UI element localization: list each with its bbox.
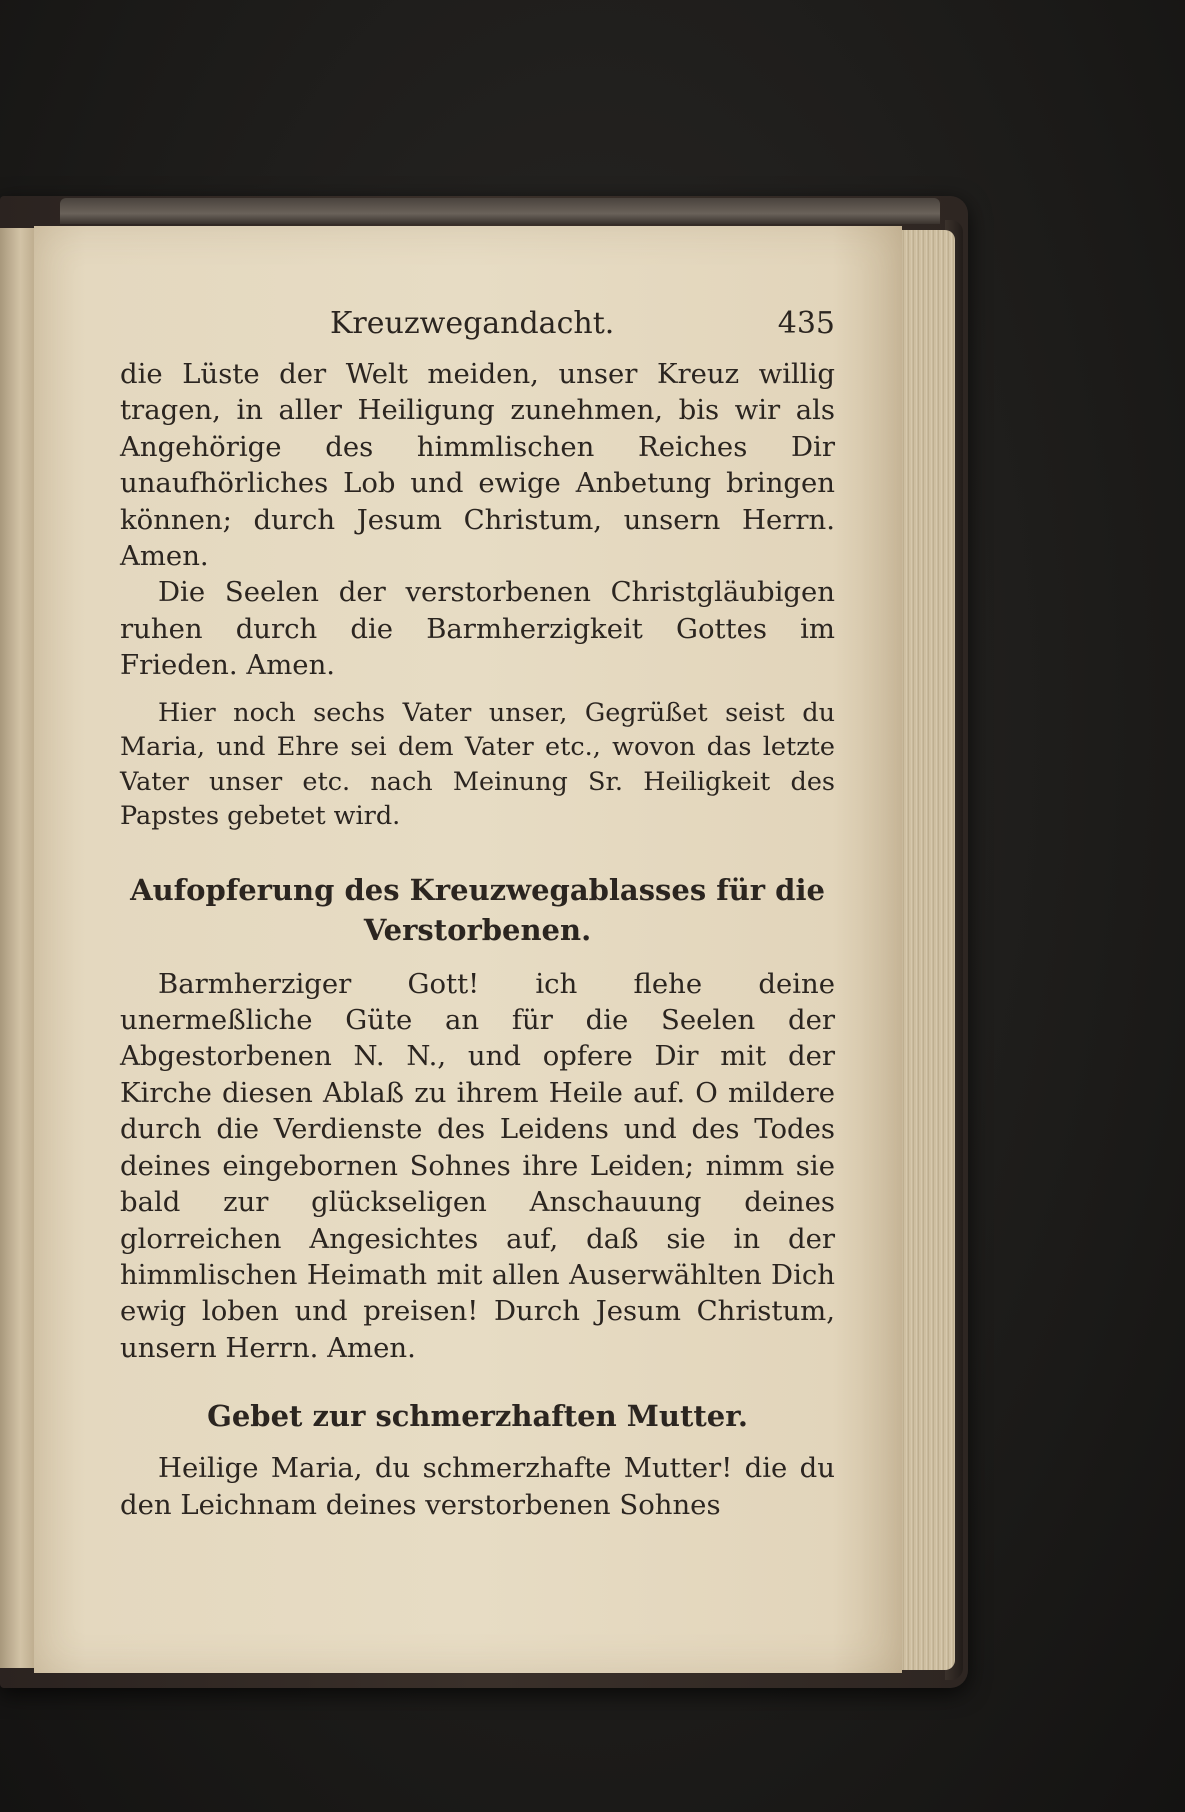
running-head: Kreuzwegandacht. — [330, 306, 615, 341]
paragraph-1: die Lüste der Welt meiden, unser Kreuz willig tragen, in aller Heiligung zunehmen, bis wir als Angehörige des himmlischen Reiches Dir unaufhörliches Lob und ewige Anbetung bringen können; durch Jesum Christum, unsern Herrn. Amen. — [120, 358, 835, 573]
rubric-note: Hier noch sechs Vater unser, Gegrüßet seist du Maria, und Ehre sei dem Vater etc., wovon das letzte Vater unser etc. nach Meinung Sr. Heiligkeit des Papstes gebetet wird. — [120, 697, 835, 832]
paragraph-2: Die Seelen der verstorbenen Christgläubigen ruhen durch die Barmherzigkeit Gottes im Frieden. Amen. — [120, 576, 835, 682]
paragraph-4: Heilige Maria, du schmerzhafte Mutter! die du den Leichnam deines verstorbenen Sohnes — [120, 1452, 835, 1521]
previous-page-edge — [0, 228, 34, 1668]
page-number: 435 — [777, 306, 835, 341]
book-spine-top — [60, 198, 940, 224]
page-header — [120, 306, 835, 356]
book-page — [34, 226, 902, 1673]
paragraph-3: Barmherziger Gott! ich flehe deine unermeßliche Güte an für die Seelen der Abgestorbenen N. N., und opfere Dir mit der Kirche diesen Ablaß zu ihrem Heile auf. O mildere durch die Verdienste des Leidens und des Todes deines eingebornen Sohnes ihre Leiden; nimm sie bald zur glückseligen Anschauung deines glorreichen Angesichtes auf, daß sie in der himmlischen Heimath mit allen Auserwählten Dich ewig loben und preisen! Durch Jesum Christum, unsern Herrn. Amen. — [120, 967, 835, 1364]
section-heading-1: Aufopferung des Kreuzwegablasses für die Verstorbenen. — [130, 872, 825, 947]
section-heading-2: Gebet zur schmerzhaften Mutter. — [207, 1399, 748, 1434]
page-text — [120, 306, 835, 1523]
